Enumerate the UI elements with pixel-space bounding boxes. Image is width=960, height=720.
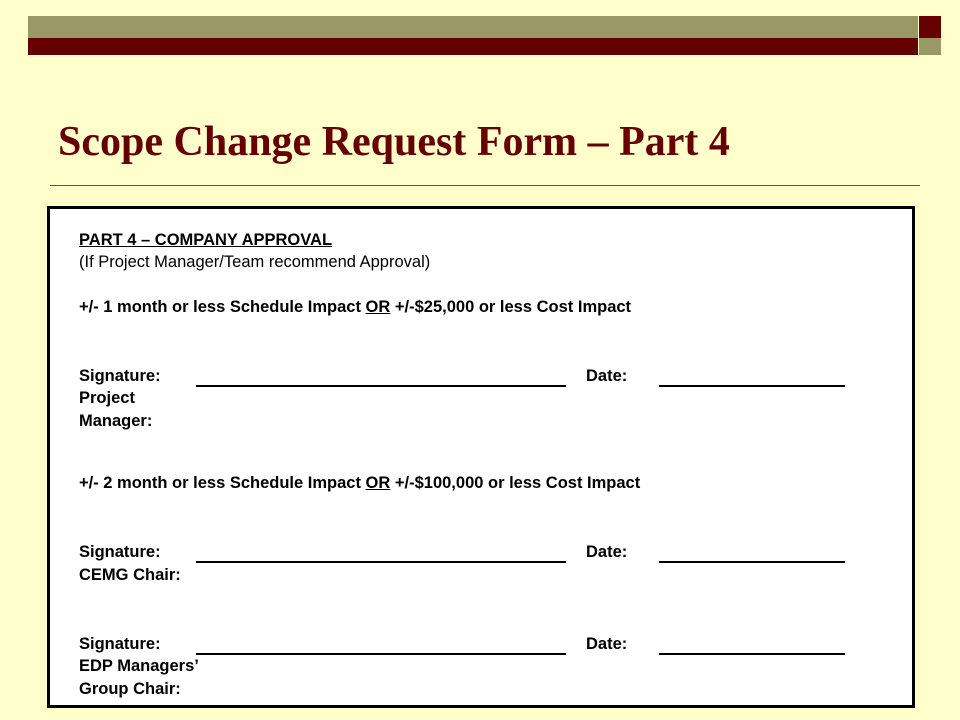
signer-pm-line1: Project bbox=[79, 389, 135, 407]
date-line-pm[interactable] bbox=[659, 385, 845, 387]
header-bar-olive bbox=[28, 16, 918, 38]
threshold-1-post: +/-$25,000 or less Cost Impact bbox=[390, 298, 632, 316]
date-line-edp[interactable] bbox=[659, 653, 845, 655]
signature-line-pm[interactable] bbox=[196, 385, 566, 387]
slide-title: Scope Change Request Form – Part 4 bbox=[58, 119, 730, 165]
threshold-2-pre: +/- 2 month or less Schedule Impact bbox=[79, 474, 366, 492]
threshold-1-or: OR bbox=[365, 298, 391, 316]
title-divider bbox=[50, 185, 920, 186]
signature-line-edp[interactable] bbox=[196, 653, 566, 655]
threshold-1 bbox=[79, 298, 631, 317]
header-square-red bbox=[919, 16, 941, 38]
date-line-cemg[interactable] bbox=[659, 561, 845, 563]
signature-label-edp: Signature: bbox=[79, 635, 161, 653]
signer-edp-line2: Group Chair: bbox=[79, 680, 181, 698]
date-label-cemg: Date: bbox=[586, 543, 628, 561]
header-square-olive bbox=[919, 38, 941, 55]
date-label-pm: Date: bbox=[586, 367, 628, 385]
threshold-1-pre: +/- 1 month or less Schedule Impact bbox=[79, 298, 366, 316]
signer-edp-line1: EDP Managers’ bbox=[79, 657, 199, 675]
signature-line-cemg[interactable] bbox=[196, 561, 566, 563]
threshold-2-or: OR bbox=[365, 474, 391, 492]
header-bar-red bbox=[28, 38, 918, 55]
form-subheading: (If Project Manager/Team recommend Approval) bbox=[79, 253, 431, 271]
signer-pm-line2: Manager: bbox=[79, 412, 153, 430]
signer-cemg: CEMG Chair: bbox=[79, 566, 181, 584]
threshold-2 bbox=[79, 474, 640, 493]
approval-form bbox=[47, 206, 915, 708]
date-label-edp: Date: bbox=[586, 635, 628, 653]
signature-label-cemg: Signature: bbox=[79, 543, 161, 561]
signature-label-pm: Signature: bbox=[79, 367, 161, 385]
form-heading: PART 4 – COMPANY APPROVAL bbox=[79, 231, 333, 249]
threshold-2-post: +/-$100,000 or less Cost Impact bbox=[390, 474, 641, 492]
